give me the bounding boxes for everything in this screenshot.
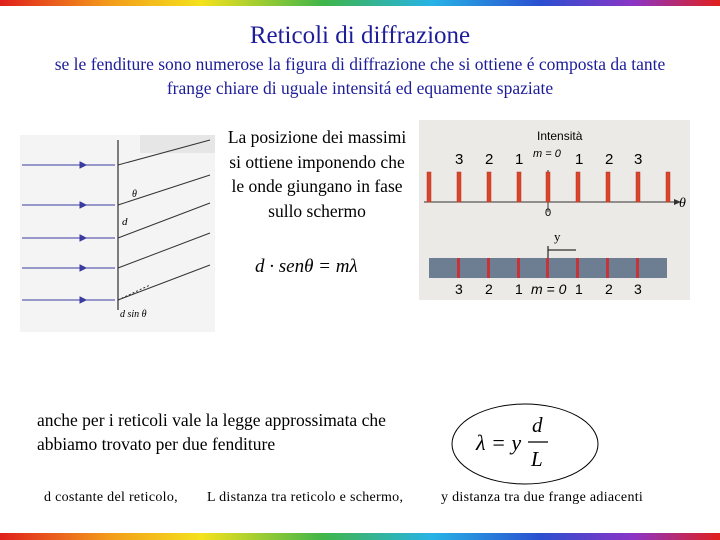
approx-formula-denominator: L xyxy=(531,447,543,471)
order-label-down: 1 xyxy=(575,281,583,297)
slide-title: Reticoli di diffrazione xyxy=(249,22,471,49)
theta-axis-label: θ xyxy=(679,196,686,211)
definition-y: y distanza tra due frange adiacenti xyxy=(441,490,644,505)
d-label: d xyxy=(122,216,128,228)
peak xyxy=(546,172,550,202)
fringe xyxy=(457,258,460,278)
bottom-rainbow-bar xyxy=(0,533,720,540)
fringe xyxy=(546,258,549,278)
order-label-up: 3 xyxy=(455,151,464,168)
fringe-spacing-label: y xyxy=(554,229,561,244)
peak xyxy=(427,172,431,202)
m0-label: m = 0 xyxy=(533,148,561,160)
peak xyxy=(606,172,610,202)
fringe xyxy=(576,258,579,278)
order-label-up: 2 xyxy=(485,151,494,168)
fringe xyxy=(517,258,520,278)
grating-equation: d · senθ = mλ xyxy=(255,256,358,277)
fringe xyxy=(636,258,639,278)
top-rainbow-bar xyxy=(0,0,720,6)
slide-subtitle: se le fenditure sono numerose la figura di diffrazione che si ottiene é composta da tante frange chiare di uguale intensitá ed equamente spaziate xyxy=(54,54,666,98)
intensity-label: Intensità xyxy=(537,129,583,143)
order-label-down: 3 xyxy=(634,281,642,297)
order-label-down: 2 xyxy=(605,281,613,297)
intensity-pattern-figure xyxy=(419,120,690,300)
definition-d: d costante del reticolo, xyxy=(44,490,178,505)
zero-label: 0 xyxy=(545,207,552,219)
order-label-up: 2 xyxy=(605,151,614,168)
grating-diagram xyxy=(20,135,215,332)
dsin-label: d sin θ xyxy=(120,309,147,320)
peak xyxy=(517,172,521,202)
fringe xyxy=(606,258,609,278)
approximation-note: anche per i reticoli vale la legge approssimata che abbiamo trovato per due fenditure xyxy=(37,410,386,454)
approx-formula-ellipse xyxy=(450,402,600,486)
order-label-down: 3 xyxy=(455,281,463,297)
peak xyxy=(576,172,580,202)
order-label-down: 1 xyxy=(515,281,523,297)
peak xyxy=(487,172,491,202)
theta-label: θ xyxy=(132,189,137,200)
definition-L: L distanza tra reticolo e schermo, xyxy=(207,490,404,505)
peak xyxy=(666,172,670,202)
order-label-down: m = 0 xyxy=(531,281,567,297)
maxima-explanation: La posizione dei massimi si ottiene imponendo che le onde giungano in fase sullo schermo xyxy=(227,127,407,221)
peak xyxy=(457,172,461,202)
approx-formula-lhs: λ = y xyxy=(476,430,522,455)
peak xyxy=(636,172,640,202)
order-label-up: 1 xyxy=(515,151,524,168)
fringe xyxy=(487,258,490,278)
order-label-up: 3 xyxy=(634,151,643,168)
approx-formula-numerator: d xyxy=(532,413,543,437)
order-label-down: 2 xyxy=(485,281,493,297)
order-label-up: 1 xyxy=(575,151,584,168)
